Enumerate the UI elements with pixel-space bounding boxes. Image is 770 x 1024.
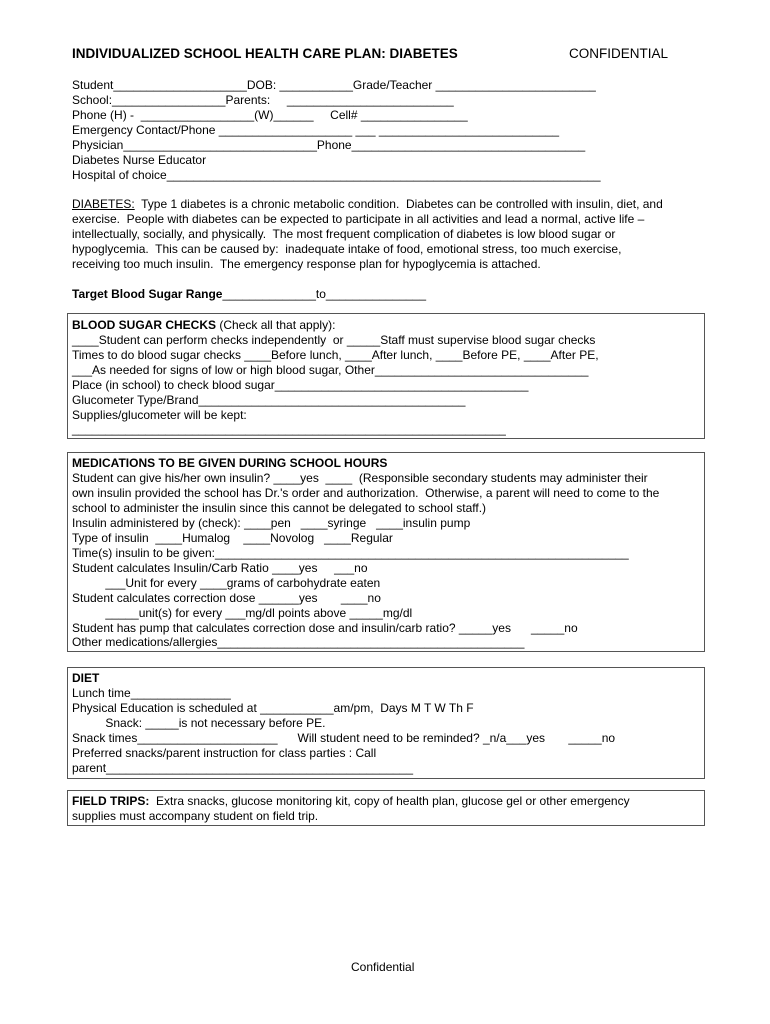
student-info-line[interactable]: Phone (H) - _________________(W)______ Cell# ________________ <box>72 108 468 122</box>
diabetes-text: intellectually, socially, and physically. The most frequent complication of diabetes is low blood sugar or <box>72 227 616 241</box>
blood-sugar-line[interactable]: _________________________________________________________________ <box>72 422 506 436</box>
medications-line[interactable]: _____unit(s) for every ___mg/dl points above _____mg/dl <box>72 606 413 620</box>
diet-line[interactable]: Lunch time_______________ <box>72 686 231 700</box>
target-range-field[interactable] <box>72 287 426 302</box>
page-title: INDIVIDUALIZED SCHOOL HEALTH CARE PLAN: DIABETES <box>72 46 458 61</box>
diabetes-text: receiving too much insulin. The emergency response plan for hypoglycemia is attached. <box>72 257 541 271</box>
field-trips-text: supplies must accompany student on field trip. <box>72 809 319 823</box>
diet-line[interactable]: Snack times_____________________ Will student need to be reminded? _n/a___yes _____no <box>72 731 616 745</box>
medications-line[interactable]: Student calculates correction dose ______yes ____no <box>72 591 381 605</box>
medications-line[interactable]: Student has pump that calculates correction dose and insulin/carb ratio? _____yes _____no <box>72 621 578 635</box>
target-range-label: Target Blood Sugar Range <box>72 287 223 301</box>
diet-line: Preferred snacks/parent instruction for class parties : Call <box>72 746 377 760</box>
field-trips-text: Extra snacks, glucose monitoring kit, copy of health plan, glucose gel or other emergency <box>149 794 630 808</box>
blood-sugar-heading-line <box>72 318 335 333</box>
medications-line[interactable]: Time(s) insulin to be given:______________________________________________________________ <box>72 546 629 560</box>
confidential-label: CONFIDENTIAL <box>569 46 669 61</box>
diet-line[interactable]: parent______________________________________________ <box>72 761 414 775</box>
diabetes-text: hypoglycemia. This can be caused by: inadequate intake of food, emotional stress, too much exercise, <box>72 242 622 256</box>
student-info-line[interactable]: Emergency Contact/Phone ____________________ ___ ___________________________ <box>72 123 560 137</box>
diabetes-paragraph <box>72 197 663 212</box>
blood-sugar-line[interactable]: Place (in school) to check blood sugar______________________________________ <box>72 378 529 392</box>
medications-line[interactable]: Student calculates Insulin/Carb Ratio ____yes ___no <box>72 561 368 575</box>
diabetes-text: exercise. People with diabetes can be expected to participate in all activities and lead a normal, active life – <box>72 212 645 226</box>
field-trips-heading: FIELD TRIPS: <box>72 794 150 808</box>
diabetes-heading: DIABETES: <box>72 197 135 211</box>
target-range-blanks[interactable]: ______________to_______________ <box>222 287 427 301</box>
medications-line: own insulin provided the school has Dr.'s order and authorization. Otherwise, a parent will need to come to the <box>72 486 660 500</box>
blood-sugar-line: Supplies/glucometer will be kept: <box>72 408 247 422</box>
medications-line[interactable]: ___Unit for every ____grams of carbohydrate eaten <box>72 576 381 590</box>
blood-sugar-line[interactable]: ___As needed for signs of low or high blood sugar, Other________________________________ <box>72 363 589 377</box>
diabetes-text: Type 1 diabetes is a chronic metabolic condition. Diabetes can be controlled with insulin, diet, and <box>134 197 663 211</box>
medications-line[interactable]: Insulin administered by (check): ____pen ____syringe ____insulin pump <box>72 516 471 530</box>
blood-sugar-line[interactable]: ____Student can perform checks independently or _____Staff must supervise blood sugar checks <box>72 333 596 347</box>
field-trips-line <box>72 794 630 809</box>
student-info-line[interactable]: Hospital of choice_________________________________________________________________ <box>72 168 601 182</box>
student-info-line[interactable]: School:_________________Parents: _________________________ <box>72 93 454 107</box>
diet-line[interactable]: Snack: _____is not necessary before PE. <box>72 716 326 730</box>
medications-line[interactable]: Student can give his/her own insulin? ____yes ____ (Responsible secondary students may administer their <box>72 471 648 485</box>
medications-line[interactable]: Type of insulin ____Humalog ____Novolog ____Regular <box>72 531 393 545</box>
student-info-line[interactable]: Student____________________DOB: ___________Grade/Teacher ________________________ <box>72 78 596 92</box>
blood-sugar-heading: BLOOD SUGAR CHECKS <box>72 318 217 332</box>
student-info-line[interactable]: Physician_____________________________Phone___________________________________ <box>72 138 586 152</box>
student-info-line: Diabetes Nurse Educator <box>72 153 207 167</box>
medications-line[interactable]: Other medications/allergies______________________________________________ <box>72 635 525 649</box>
blood-sugar-line[interactable]: Times to do blood sugar checks ____Before lunch, ____After lunch, ____Before PE, ____After PE, <box>72 348 599 362</box>
medications-line: school to administer the insulin since this cannot be delegated to school staff.) <box>72 501 487 515</box>
diet-heading: DIET <box>72 671 100 685</box>
diet-line[interactable]: Physical Education is scheduled at ___________am/pm, Days M T W Th F <box>72 701 474 715</box>
blood-sugar-line[interactable]: Glucometer Type/Brand________________________________________ <box>72 393 466 407</box>
blood-sugar-heading-note: (Check all that apply): <box>216 318 336 332</box>
footer-confidential: Confidential <box>351 960 415 974</box>
medications-heading: MEDICATIONS TO BE GIVEN DURING SCHOOL HOURS <box>72 456 388 470</box>
